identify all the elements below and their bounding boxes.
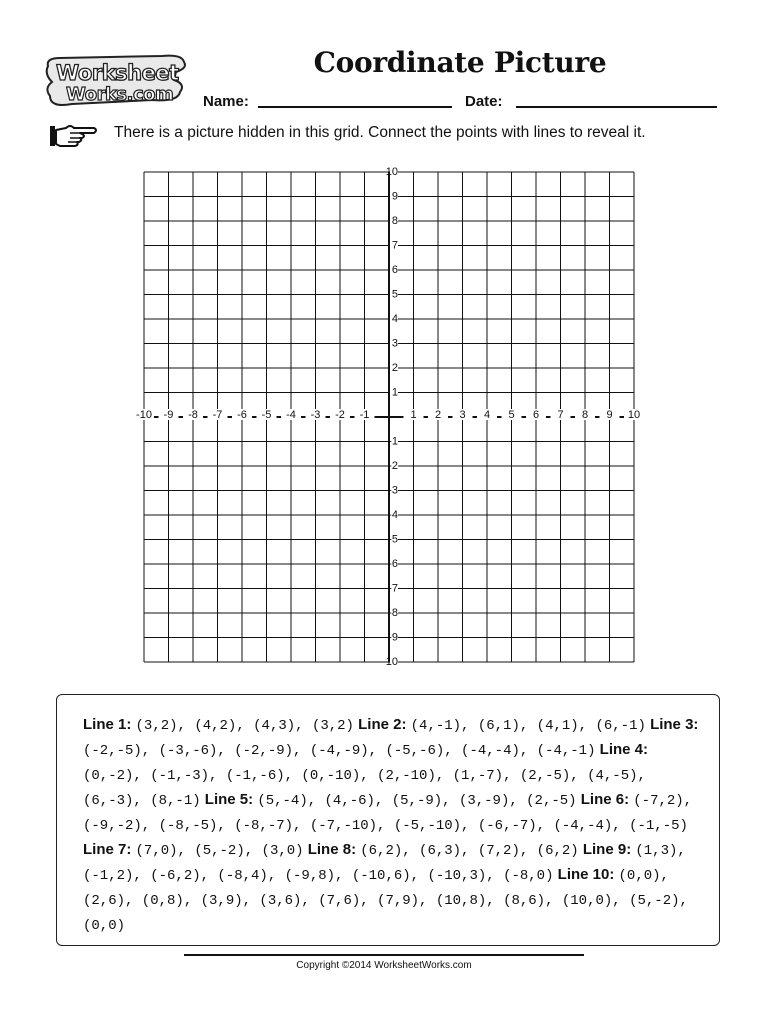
x-tick-label: 6 bbox=[532, 409, 540, 421]
y-tick-label: 3 bbox=[391, 337, 398, 350]
line-points: (6,2), (6,3), (7,2), (6,2) bbox=[360, 843, 579, 859]
y-tick-label: -5 bbox=[388, 533, 398, 546]
x-tick-label: 7 bbox=[557, 409, 564, 421]
y-tick-label: -1 bbox=[388, 435, 398, 448]
x-tick-label: -2 bbox=[335, 409, 345, 421]
line-label: Line 2: bbox=[358, 716, 407, 733]
x-tick-label: -8 bbox=[188, 409, 198, 421]
line-instructions-box bbox=[56, 694, 720, 946]
x-tick-label: -6 bbox=[237, 409, 247, 421]
instruction-text: There is a picture hidden in this grid. Connect the points with lines to reveal it. bbox=[114, 124, 646, 141]
line-label: Line 4: bbox=[599, 741, 648, 758]
x-tick-label: -10 bbox=[136, 409, 152, 421]
y-tick-label: 7 bbox=[391, 239, 398, 252]
line-points: (7,0), (5,-2), (3,0) bbox=[135, 843, 304, 859]
line-points: (-2,-5), (-3,-6), (-2,-9), (-4,-9), (-5,-6), (-4,-4), (-4,-1) bbox=[83, 743, 596, 759]
copyright-text: Copyright ©2014 WorksheetWorks.com bbox=[296, 960, 472, 971]
y-tick-label: -8 bbox=[388, 607, 398, 619]
y-tick-label: 6 bbox=[391, 264, 398, 276]
x-tick-label: 1 bbox=[410, 409, 417, 421]
x-tick-label: -7 bbox=[212, 409, 223, 421]
x-tick-label: -9 bbox=[163, 409, 174, 421]
logo-text-line-1: Worksheet bbox=[56, 61, 179, 85]
logo-text-line-2: Works.com bbox=[66, 84, 174, 105]
y-tick-label: -6 bbox=[388, 558, 398, 570]
y-tick-label: -2 bbox=[388, 460, 398, 472]
y-tick-label: 4 bbox=[391, 313, 398, 325]
line-label: Line 7: bbox=[83, 841, 132, 858]
line-label: Line 8: bbox=[307, 841, 357, 858]
x-tick-label: -3 bbox=[310, 409, 321, 421]
x-tick-label: 5 bbox=[508, 409, 515, 421]
y-tick-label: 5 bbox=[391, 288, 398, 301]
y-tick-label: 2 bbox=[391, 362, 398, 374]
name-label: Name: bbox=[203, 93, 249, 110]
line-label: Line 10: bbox=[557, 866, 615, 883]
footer-rule bbox=[184, 954, 584, 956]
line-points: (1,3), (-1,2), (-6,2), (-8,4), (-9,8), (-10,6), (-10,3), (-8,0) bbox=[83, 843, 686, 884]
line-points: (4,-1), (6,1), (4,1), (6,-1) bbox=[410, 718, 646, 734]
x-tick-label: -4 bbox=[286, 409, 296, 421]
page-title: Coordinate Picture bbox=[313, 46, 607, 79]
y-tick-label: 8 bbox=[391, 215, 398, 227]
x-tick-label: 10 bbox=[627, 409, 641, 421]
line-label: Line 9: bbox=[582, 841, 632, 858]
y-tick-label: -3 bbox=[388, 484, 398, 497]
line-points: (3,2), (4,2), (4,3), (3,2) bbox=[135, 718, 354, 734]
y-tick-label: -4 bbox=[388, 509, 398, 521]
line-points: (0,-2), (-1,-3), (-1,-6), (0,-10), (2,-10), (1,-7), (2,-5), (4,-5), (6,-3), (8,-1) bbox=[83, 768, 646, 809]
line-label: Line 5: bbox=[204, 791, 254, 808]
x-tick-label: 9 bbox=[606, 409, 613, 421]
line-points: (-7,2), (-9,-2), (-8,-5), (-8,-7), (-7,-10), (-5,-10), (-6,-7), (-4,-4), (-1,-5) bbox=[83, 793, 693, 834]
y-tick-label: 10 bbox=[385, 166, 398, 178]
line-points: (5,-4), (4,-6), (5,-9), (3,-9), (2,-5) bbox=[257, 793, 577, 809]
date-label: Date: bbox=[465, 93, 503, 110]
y-tick-label: -7 bbox=[388, 582, 398, 595]
line-label: Line 6: bbox=[580, 791, 630, 808]
y-tick-label: 1 bbox=[391, 386, 398, 399]
x-tick-label: -1 bbox=[359, 409, 370, 421]
line-label: Line 3: bbox=[650, 716, 699, 733]
y-tick-label: -10 bbox=[382, 656, 398, 668]
x-tick-label: -5 bbox=[261, 409, 272, 421]
x-tick-label: 4 bbox=[483, 409, 491, 421]
x-tick-label: 2 bbox=[434, 409, 442, 421]
y-tick-label: 9 bbox=[391, 190, 398, 203]
line-label: Line 1: bbox=[83, 716, 132, 733]
x-tick-label: 8 bbox=[581, 409, 589, 421]
y-tick-label: -9 bbox=[388, 631, 398, 644]
line-points: (0,0), (2,6), (0,8), (3,9), (3,6), (7,6), (7,9), (10,8), (8,6), (10,0), (5,-2), (0,0) bbox=[83, 868, 688, 934]
x-tick-label: 3 bbox=[459, 409, 466, 421]
